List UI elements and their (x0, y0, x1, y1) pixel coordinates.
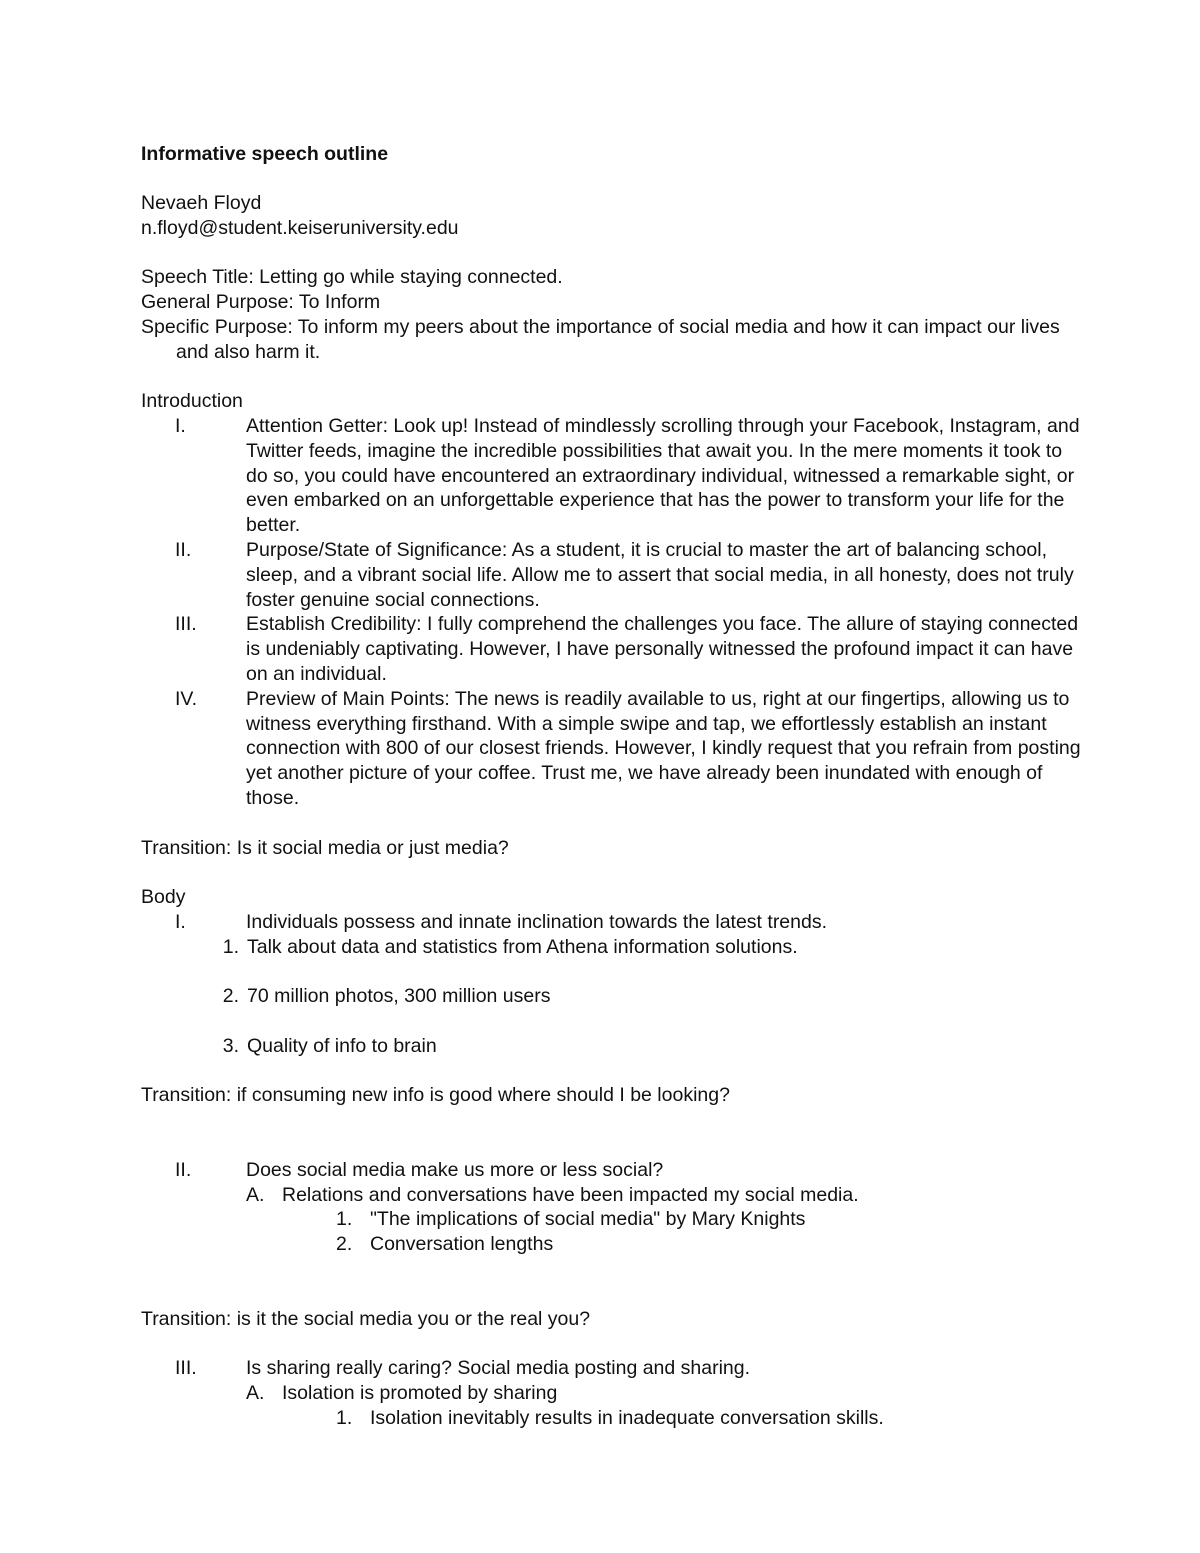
main-point (141, 1158, 1081, 1183)
sub-text: Conversation lengths (370, 1233, 554, 1256)
sub-text: Quality of info to brain (247, 1034, 437, 1057)
sub-sub-point (141, 1207, 1081, 1232)
intro-item (141, 687, 1081, 811)
intro-item (141, 414, 1081, 538)
body-heading: Body (141, 886, 186, 909)
item-text: Preview of Main Points: The news is readily available to us, right at our fingertips, allowing us to witness everything firsthand. With a simple swipe and tap, we effortlessly establish an instant connection with 800 of our closest friends. However, I kindly request that you refrain from posting yet another picture of your coffee. Trust me, we have already been inundated with enough of those. (246, 687, 1081, 809)
intro-item (141, 612, 1081, 686)
main-point (141, 1356, 1081, 1381)
item-text: Purpose/State of Significance: As a student, it is crucial to master the art of balancing school, sleep, and a vibrant social life. Allow me to assert that social media, in all honesty, does not truly foster genuine social connections. (246, 538, 1074, 611)
author-name: Nevaeh Floyd (141, 191, 262, 214)
sub-point (141, 1034, 1081, 1059)
sub-point (141, 984, 1081, 1009)
item-text: Does social media make us more or less social? (246, 1158, 664, 1181)
item-text: Is sharing really caring? Social media posting and sharing. (246, 1357, 751, 1380)
sub-text: Isolation inevitably results in inadequate conversation skills. (370, 1406, 884, 1429)
sub-point (141, 935, 1081, 960)
sub-point-a (141, 1381, 1081, 1406)
item-numeral: III. (175, 1357, 197, 1380)
sub-text: 70 million photos, 300 million users (247, 985, 551, 1008)
sub-sub-point (141, 1232, 1081, 1257)
sub-number: 2. (222, 985, 239, 1008)
sub-text: Isolation is promoted by sharing (282, 1382, 558, 1405)
intro-item (141, 538, 1081, 612)
sub-letter: A. (246, 1183, 265, 1206)
sub-point-a (141, 1183, 1081, 1208)
item-numeral: IV. (175, 687, 198, 710)
item-numeral: I. (175, 910, 186, 933)
document-title: Informative speech outline (141, 143, 389, 165)
item-numeral: I. (175, 414, 186, 437)
general-purpose: General Purpose: To Inform (141, 290, 381, 313)
item-numeral: III. (175, 613, 197, 636)
sub-sub-point (141, 1406, 1081, 1431)
speech-title: Speech Title: Letting go while staying connected. (141, 266, 563, 289)
sub-number: 3. (222, 1034, 239, 1057)
item-text: Establish Credibility: I fully comprehend the challenges you face. The allure of staying connected is undeniably captivating. However, I have personally witnessed the profound impact it can have on an individual. (246, 613, 1079, 685)
sub-number: 2. (336, 1233, 353, 1256)
sub-text: "The implications of social media" by Mary Knights (370, 1208, 806, 1231)
main-point (141, 910, 1081, 935)
sub-text: Talk about data and statistics from Athena information solutions. (247, 935, 798, 958)
transition-text: Transition: Is it social media or just media? (141, 836, 509, 859)
sub-text: Relations and conversations have been impacted my social media. (282, 1183, 859, 1206)
transition-text: Transition: is it the social media you or the real you? (141, 1307, 591, 1330)
document-page (141, 142, 1081, 1431)
item-text: Attention Getter: Look up! Instead of mindlessly scrolling through your Facebook, Instagram, and Twitter feeds, imagine the incredible possibilities that await you. In the mere moments it took to do so, you could have encountered an extraordinary individual, witnessed a remarkable sight, or even embarked on an unforgettable experience that has the power to transform your life for the better. (246, 414, 1080, 537)
sub-letter: A. (246, 1382, 265, 1405)
introduction-heading: Introduction (141, 390, 243, 413)
sub-number: 1. (336, 1406, 353, 1429)
item-numeral: II. (175, 538, 192, 561)
item-numeral: II. (175, 1158, 192, 1181)
transition-text: Transition: if consuming new info is good where should I be looking? (141, 1084, 730, 1107)
author-email: n.floyd@student.keiseruniversity.edu (141, 216, 459, 239)
sub-number: 1. (336, 1208, 353, 1231)
specific-purpose: Specific Purpose: To inform my peers about the importance of social media and how it can impact our lives and also harm it. (141, 315, 1060, 363)
sub-number: 1. (222, 935, 239, 958)
item-text: Individuals possess and innate inclination towards the latest trends. (246, 910, 828, 933)
